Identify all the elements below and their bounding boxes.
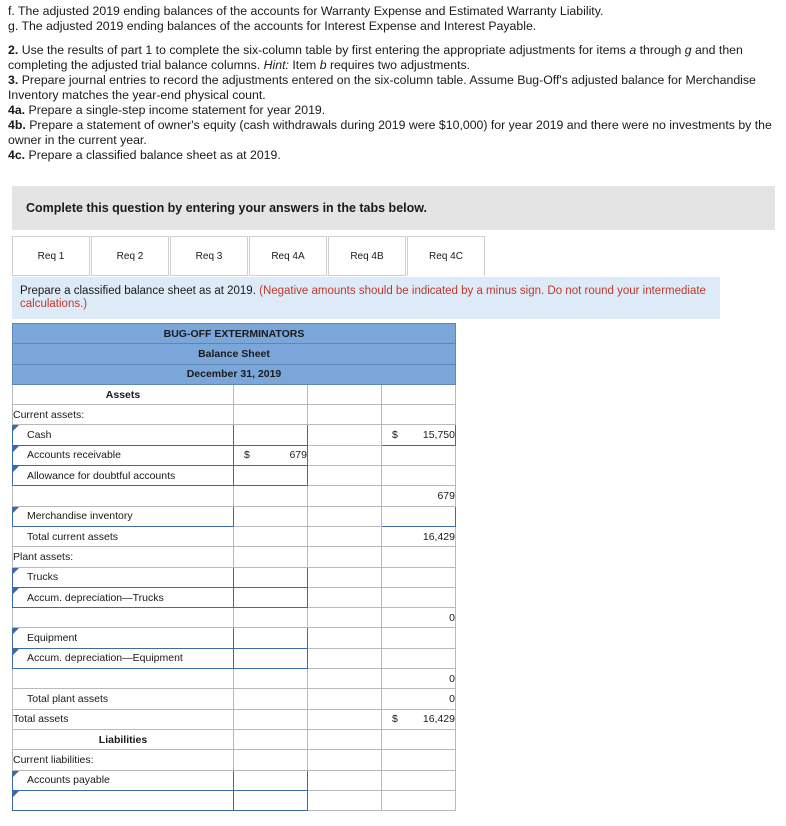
equipment-amount-input[interactable] xyxy=(234,628,308,648)
accounts-payable-input[interactable]: Accounts payable xyxy=(13,770,234,790)
accounts-receivable-input[interactable]: Accounts receivable xyxy=(13,445,234,465)
instructions xyxy=(8,4,783,163)
equipment-account-input[interactable]: Equipment xyxy=(13,628,234,648)
net-trucks-value: 0 xyxy=(382,608,456,628)
net-equipment-value: 0 xyxy=(382,669,456,689)
instruction-2: 2. Use the results of part 1 to complete the six-column table by first entering the appropriate adjustments for items a through g and then completing the adjusted trial balance columns. Hint: Item b requires two adjustments. xyxy=(8,43,743,72)
company-name: BUG-OFF EXTERMINATORS xyxy=(13,324,456,344)
tab-req-4b[interactable]: Req 4B xyxy=(328,236,406,276)
next-account-input[interactable] xyxy=(13,790,234,810)
net-receivable-value: 679 xyxy=(382,486,456,506)
next-amount-input[interactable] xyxy=(234,790,308,810)
total-assets-value: $ 16,429 xyxy=(382,709,456,729)
instruction-4c: 4c. Prepare a classified balance sheet as at 2019. xyxy=(8,148,281,162)
balance-sheet-table xyxy=(12,323,456,811)
statement-date: December 31, 2019 xyxy=(13,364,456,384)
trucks-amount-input[interactable] xyxy=(234,567,308,587)
total-plant-assets-label: Total plant assets xyxy=(13,689,234,709)
tab-req-3[interactable]: Req 3 xyxy=(170,236,248,276)
prompt-note: (Negative amounts should be indicated by a minus sign. Do not round your intermediate calculations.) xyxy=(20,285,706,310)
question-banner: Complete this question by entering your answers in the tabs below. xyxy=(12,186,775,230)
trucks-account-input[interactable]: Trucks xyxy=(13,567,234,587)
instruction-g: g. The adjusted 2019 ending balances of the accounts for Interest Expense and Interest Payable. xyxy=(8,19,537,33)
accum-depreciation-equipment-input[interactable]: Accum. depreciation—Equipment xyxy=(13,648,234,668)
current-assets-label: Current assets: xyxy=(13,405,234,425)
instruction-4b: 4b. Prepare a statement of owner's equity (cash withdrawals during 2019 were $10,000) for year 2019 and there were no investments by the owner in the current year. xyxy=(8,118,772,147)
total-current-assets-value: 16,429 xyxy=(382,526,456,546)
tab-req-4c[interactable]: Req 4C xyxy=(407,236,485,276)
instruction-3: 3. Prepare journal entries to record the adjustments entered on the six-column table. Assume Bug-Off's adjusted balance for Merchandise Inventory matches the year-end physical count. xyxy=(8,73,756,102)
accum-depreciation-equipment-amount-input[interactable] xyxy=(234,648,308,668)
tab-prompt xyxy=(12,277,720,319)
accounts-payable-amount-input[interactable] xyxy=(234,770,308,790)
req-tabs xyxy=(12,236,486,276)
liabilities-heading: Liabilities xyxy=(13,729,234,749)
cash-amount-col1-input[interactable] xyxy=(234,425,308,445)
accounts-receivable-amount-input[interactable]: $ 679 xyxy=(234,445,308,465)
tab-req-4a[interactable]: Req 4A xyxy=(249,236,327,276)
cash-amount-input[interactable]: $ 15,750 xyxy=(382,425,456,445)
cash-account-input[interactable]: Cash xyxy=(13,425,234,445)
merchandise-inventory-amount-input[interactable] xyxy=(382,506,456,526)
tab-req-2[interactable]: Req 2 xyxy=(91,236,169,276)
merchandise-inventory-input[interactable]: Merchandise inventory xyxy=(13,506,234,526)
statement-title: Balance Sheet xyxy=(13,344,456,364)
current-liabilities-label: Current liabilities: xyxy=(13,750,234,770)
allowance-amount-input[interactable] xyxy=(234,466,308,486)
total-plant-assets-value: 0 xyxy=(382,689,456,709)
total-assets-label: Total assets xyxy=(13,709,234,729)
accum-depreciation-trucks-input[interactable]: Accum. depreciation—Trucks xyxy=(13,587,234,607)
instruction-f: f. The adjusted 2019 ending balances of the accounts for Warranty Expense and Estimated Warranty Liability. xyxy=(8,4,604,18)
plant-assets-label: Plant assets: xyxy=(13,547,234,567)
tab-req-1[interactable]: Req 1 xyxy=(12,236,90,276)
instruction-4a: 4a. Prepare a single-step income statement for year 2019. xyxy=(8,103,326,117)
prompt-text: Prepare a classified balance sheet as at 2019. xyxy=(20,285,256,297)
accum-depreciation-trucks-amount-input[interactable] xyxy=(234,587,308,607)
allowance-account-input[interactable]: Allowance for doubtful accounts xyxy=(13,466,234,486)
total-current-assets-label: Total current assets xyxy=(13,526,234,546)
assets-heading: Assets xyxy=(13,384,234,404)
